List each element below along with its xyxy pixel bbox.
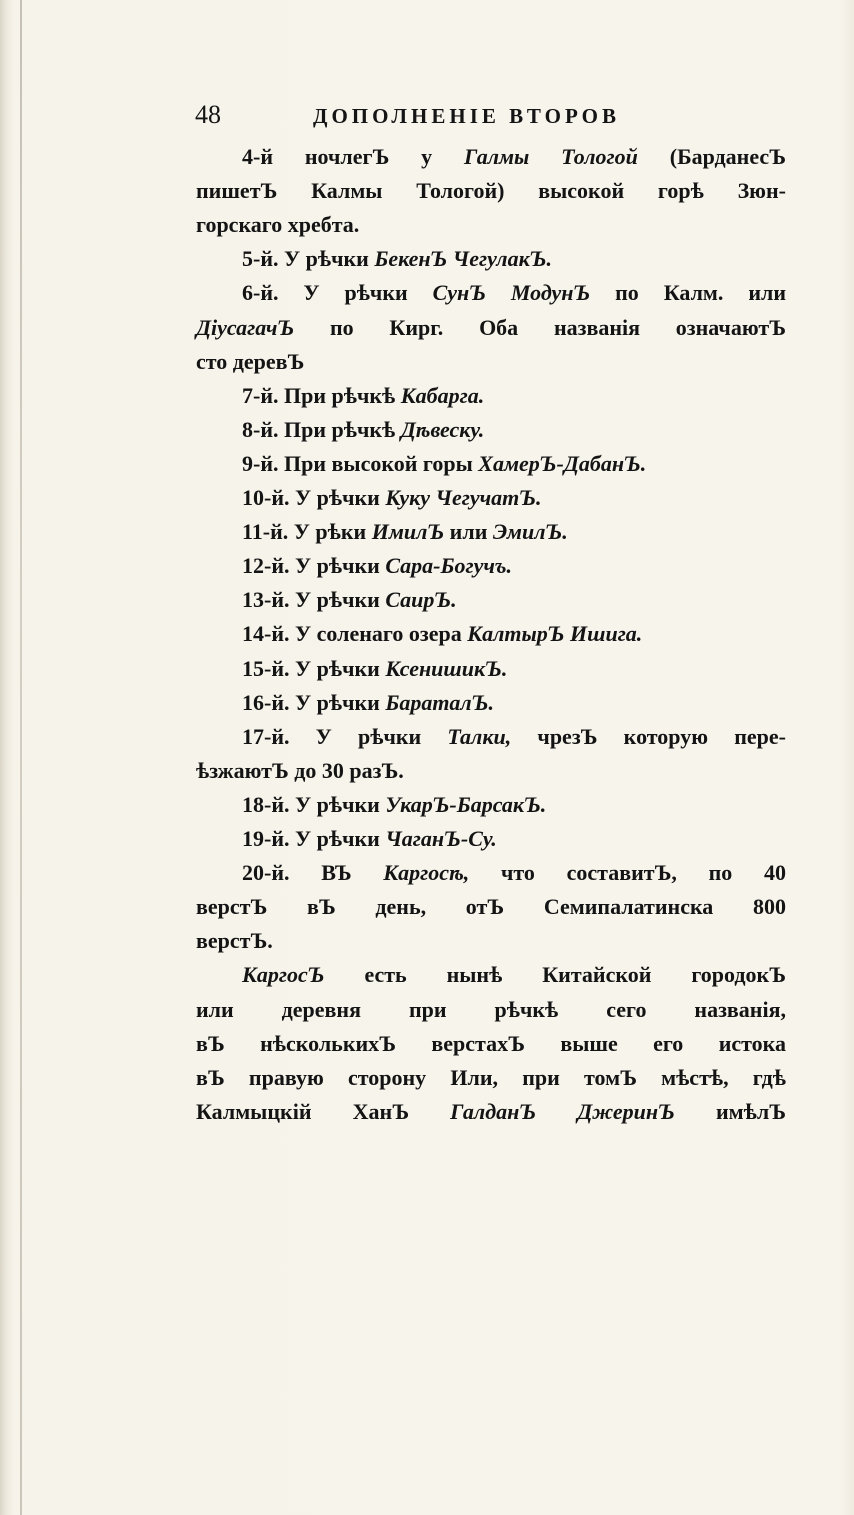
- text-run: что составитЪ, по 40: [469, 860, 786, 886]
- text-run: вЪ нѣсколькихЪ верстахЪ выше его истока: [196, 1030, 786, 1056]
- text-line: [242, 722, 786, 756]
- text-line: [242, 824, 497, 858]
- text-line: [242, 381, 484, 415]
- text-run: 19-й. У рѣчки: [242, 826, 386, 851]
- text-run: Калмыцкій ХанЪ: [196, 1098, 451, 1124]
- text-line: [242, 585, 457, 619]
- text-line: [242, 142, 786, 176]
- text-run: по Калм. или: [590, 280, 787, 306]
- text-line: [242, 449, 646, 483]
- italic-name: ДіусагачЪ: [196, 314, 295, 340]
- text-line: [196, 892, 786, 926]
- text-line: [196, 176, 786, 210]
- text-line: [242, 790, 546, 824]
- text-line: [196, 1097, 786, 1131]
- text-run: имѣлЪ: [674, 1098, 786, 1124]
- text-run: сто деревЪ: [196, 348, 305, 374]
- text-run: ѣзжаютЪ до 30 разЪ.: [196, 757, 404, 783]
- text-line: [242, 415, 484, 449]
- italic-name: Каргосѣ,: [383, 860, 470, 886]
- text-run: 5-й. У рѣчки: [242, 246, 375, 272]
- text-run: 16-й. У рѣчки: [242, 689, 386, 715]
- text-run: 9-й. При высокой горы: [242, 450, 479, 476]
- text-line: [242, 858, 786, 892]
- text-run: 10-й. У рѣчки: [242, 485, 386, 510]
- text-run: (БарданесЪ: [637, 144, 786, 169]
- text-run: 4-й ночлегЪ у: [242, 144, 464, 169]
- italic-name: СунЪ МодунЪ: [432, 280, 591, 306]
- page-header: [195, 100, 655, 136]
- text-line: [242, 278, 786, 312]
- text-run: есть нынѣ Китайской городокЪ: [324, 962, 786, 988]
- italic-name: Талки,: [447, 723, 512, 749]
- italic-name: УкарЪ-БарсакЪ.: [385, 791, 547, 817]
- italic-name: Галмы Тологой: [463, 144, 638, 169]
- italic-name: Дѣвеску.: [400, 416, 485, 442]
- text-run: 11-й. У рѣки: [242, 519, 372, 545]
- italic-name: Сара-Богучъ.: [385, 553, 512, 579]
- text-line: [196, 1029, 786, 1063]
- italic-name: Кабарга.: [400, 382, 485, 408]
- text-line: [196, 313, 786, 347]
- text-run: вЪ правую сторону Или, при томЪ мѣстѣ, гдѣ: [196, 1064, 786, 1090]
- text-run: 6-й. У рѣчки: [242, 280, 433, 306]
- italic-name: КаргосЪ: [242, 962, 325, 988]
- text-run: 17-й. У рѣчки: [242, 723, 448, 749]
- italic-name: БекенЪ ЧегулакЪ.: [374, 246, 552, 272]
- text-run: горскаго хребта.: [196, 212, 360, 238]
- text-line: [242, 483, 542, 517]
- text-run: 18-й. У рѣчки: [242, 791, 386, 817]
- italic-name: Куку ЧегучатЪ.: [385, 485, 542, 510]
- text-run: или: [444, 519, 493, 545]
- italic-name: ГалданЪ ДжеринЪ: [450, 1098, 675, 1124]
- text-line: [196, 347, 304, 381]
- text-line: [242, 551, 512, 585]
- italic-name: ЭмилЪ.: [492, 519, 568, 545]
- text-line: [196, 756, 404, 790]
- text-line: [242, 654, 507, 688]
- text-run: по Кирг. Оба названія означаютЪ: [294, 314, 786, 340]
- binding-edge: [20, 0, 22, 1515]
- text-run: 15-й. У рѣчки: [242, 655, 386, 681]
- text-run: 20-й. ВЪ: [242, 860, 384, 886]
- text-line: [242, 517, 568, 551]
- text-line: [242, 244, 552, 278]
- text-run: 13-й. У рѣчки: [242, 587, 386, 613]
- text-line: [196, 995, 786, 1029]
- italic-name: СаирЪ.: [385, 587, 457, 613]
- italic-name: ХамерЪ-ДабанЪ.: [478, 450, 647, 476]
- text-run: чрезЪ которую пере-: [511, 723, 787, 749]
- text-line: [242, 688, 494, 722]
- italic-name: ЧаганЪ-Су.: [385, 826, 497, 851]
- text-line: [196, 1063, 786, 1097]
- text-line: [242, 619, 642, 653]
- italic-name: КсенишикЪ.: [385, 655, 508, 681]
- text-line: [242, 960, 786, 994]
- italic-name: КалтырЪ Ишига.: [467, 621, 643, 647]
- text-run: пишетЪ Калмы Тологой) высокой горѣ Зюн-: [196, 178, 786, 204]
- text-run: 12-й. У рѣчки: [242, 553, 386, 579]
- text-run: верстЪ вЪ день, отЪ Семипалатинска 800: [196, 894, 786, 920]
- running-head: ДОПОЛНЕНІЕ ВТОРОВ: [313, 104, 620, 128]
- text-line: [196, 926, 273, 960]
- text-run: 7-й. При рѣчкѣ: [242, 382, 401, 408]
- text-run: или деревня при рѣчкѣ сего названія,: [196, 996, 786, 1022]
- text-run: 8-й. При рѣчкѣ: [242, 416, 401, 442]
- text-run: верстЪ.: [196, 928, 273, 954]
- italic-name: БараталЪ.: [385, 689, 494, 715]
- text-line: [196, 210, 359, 244]
- text-run: 14-й. У соленаго озера: [242, 621, 468, 647]
- page-number: 48: [195, 100, 221, 129]
- italic-name: ИмилЪ: [371, 519, 445, 545]
